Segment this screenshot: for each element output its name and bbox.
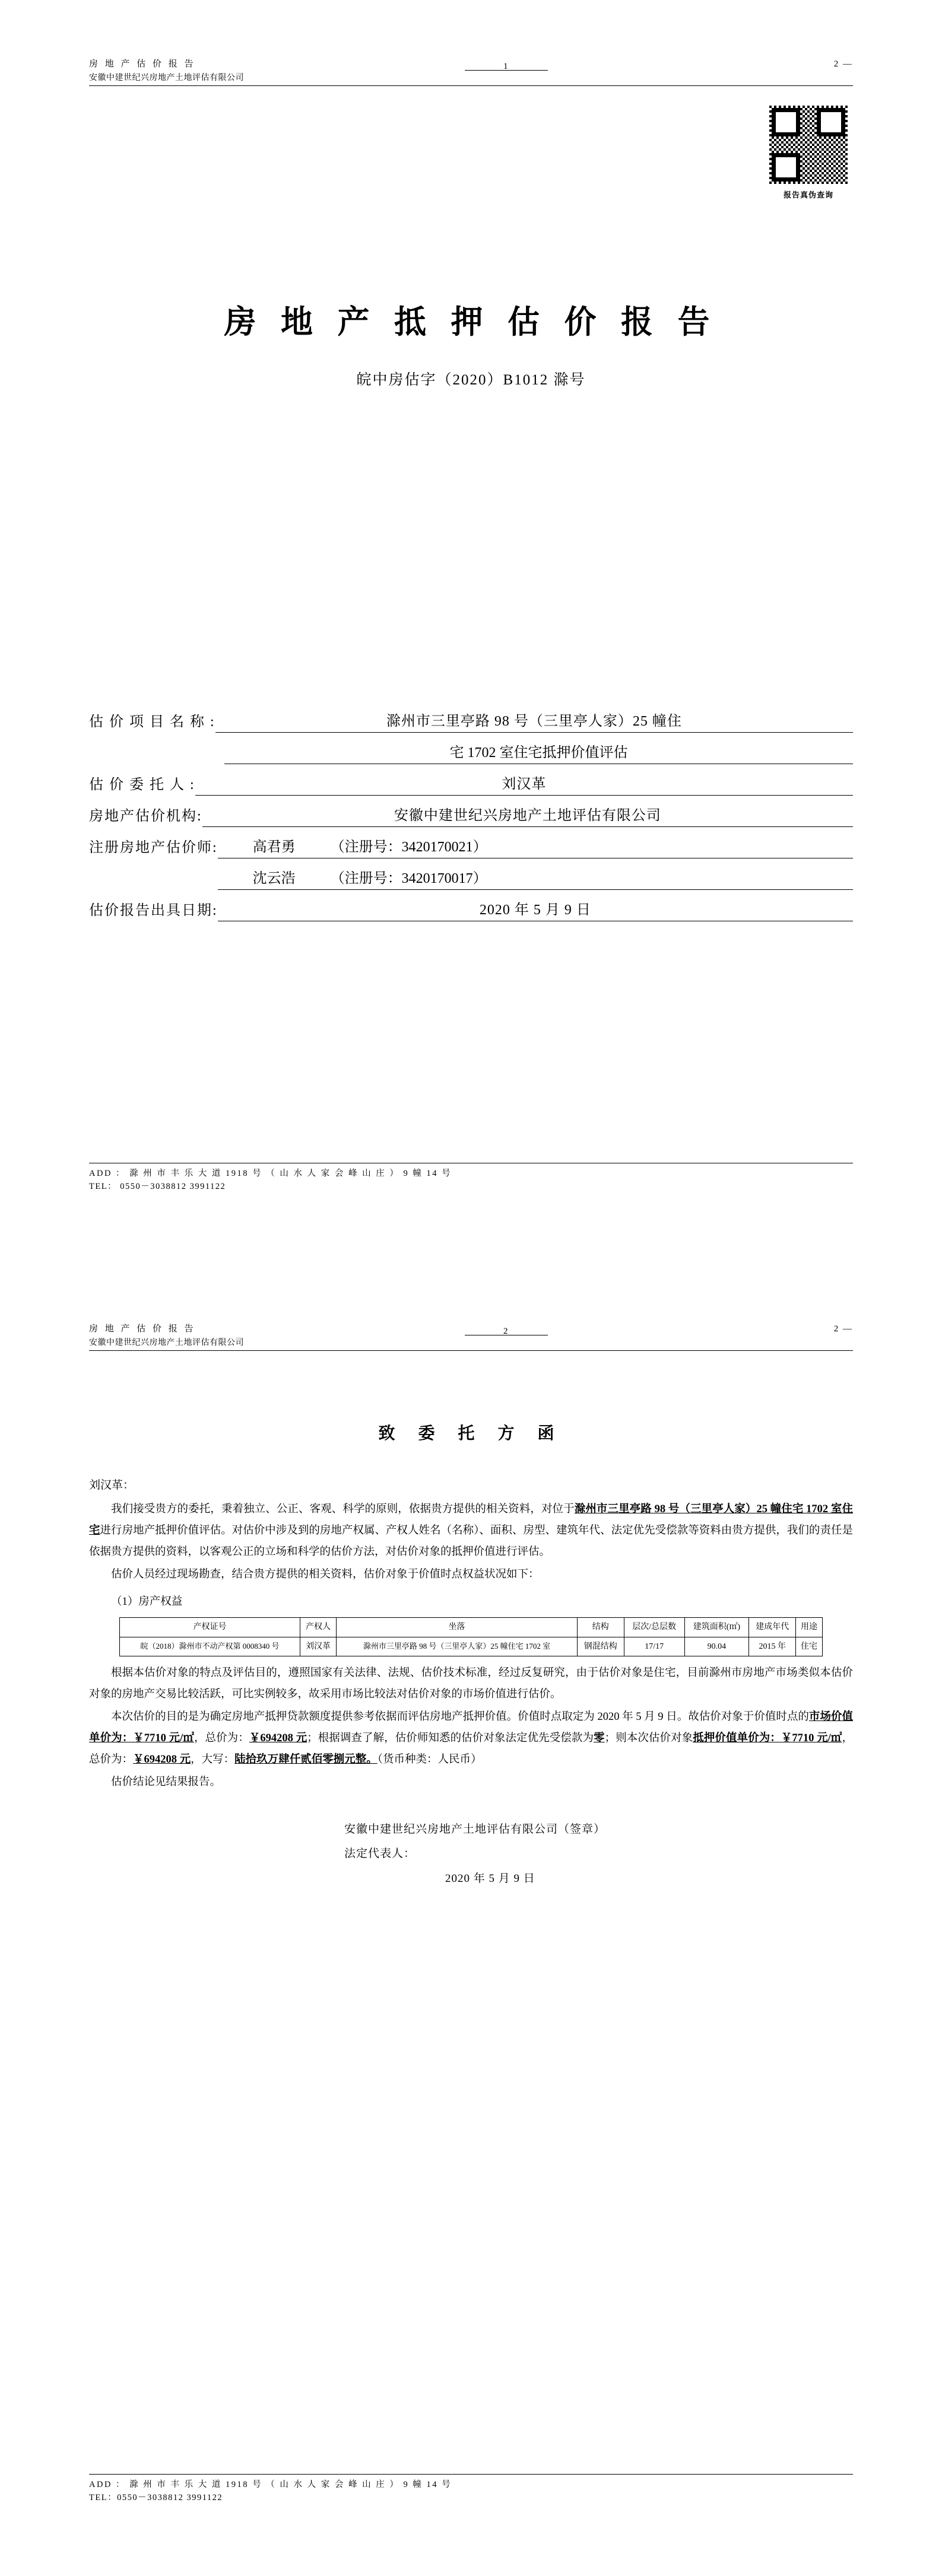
field-issue-date-value: 2020 年 5 月 9 日 bbox=[218, 898, 853, 921]
field-agency-value: 安徽中建世纪兴房地产土地评估有限公司 bbox=[202, 803, 853, 827]
page-1-running-header bbox=[89, 57, 853, 86]
page-1-footer bbox=[89, 1163, 853, 1194]
td-structure: 钢混结构 bbox=[577, 1637, 624, 1656]
page-2-body bbox=[89, 1418, 853, 1891]
field-appraiser-label: 注册房地产估价师: bbox=[89, 840, 218, 856]
field-issue-date bbox=[89, 898, 853, 921]
field-project-name-value-2: 宅 1702 室住宅抵押价值评估 bbox=[224, 740, 853, 764]
p4-currency: （货币种类：人民币） bbox=[377, 1754, 482, 1766]
p4-line1: 本次估价的目的是为确定房地产抵押贷款额度提供参考依据而评估房地产抵押价值。 bbox=[111, 1711, 518, 1723]
p1-line2-post: 进行房地产抵押 bbox=[100, 1524, 177, 1537]
letter-salutation: 刘汉革： bbox=[89, 1478, 135, 1491]
th-cert-no: 产权证号 bbox=[120, 1617, 300, 1637]
header-right-mark: 2 — bbox=[833, 59, 853, 69]
p4-line3-mid: ，总价为： bbox=[89, 1732, 853, 1766]
footer-telephone: TEL： 0550－3038812 3991122 bbox=[89, 1182, 226, 1192]
th-floor: 层次/总层数 bbox=[624, 1617, 684, 1637]
p4-market-unit-price-cont: ㎡ bbox=[183, 1732, 194, 1745]
td-owner: 刘汉革 bbox=[300, 1637, 337, 1656]
table-header-row bbox=[120, 1617, 822, 1637]
appraiser-1-registration: （注册号：3420170021） bbox=[330, 839, 487, 855]
cover-fields bbox=[89, 709, 853, 929]
th-location: 坐落 bbox=[337, 1617, 577, 1637]
p4-priority-claim-amount: 零 bbox=[594, 1732, 605, 1745]
header-report-title: 房 地 产 估 价 报 告 bbox=[89, 59, 196, 69]
table-row bbox=[120, 1637, 822, 1656]
report-serial-number: 皖中房估字（2020）B1012 滁号 bbox=[356, 372, 586, 388]
paragraph-2: 估价人员经过现场勘查，结合贵方提供的相关资料，估价对象于价值时点权益状况如下： bbox=[111, 1568, 540, 1580]
field-appraiser-2 bbox=[89, 866, 853, 890]
page-2 bbox=[0, 1305, 942, 2576]
field-project-name bbox=[89, 709, 853, 733]
p3-line2: 反复研究，由于估价对象是住宅，目前滁州市房地产市场类似本估价对象的房地产交易比 bbox=[89, 1667, 853, 1701]
field-agency bbox=[89, 803, 853, 827]
field-client bbox=[89, 772, 853, 796]
field-client-value: 刘汉革 bbox=[195, 772, 853, 796]
appraiser-2-name: 沈云浩 bbox=[252, 871, 296, 886]
appraiser-2-registration: （注册号：3420170017） bbox=[330, 871, 487, 886]
subsection-property-rights: （1）房产权益 bbox=[111, 1595, 183, 1608]
header-right-mark-p2: 2 — bbox=[833, 1324, 853, 1334]
paragraph-5: 估价结论见结果报告。 bbox=[111, 1776, 221, 1789]
td-location: 滁州市三里亭路 98 号（三里亭人家）25 幢住宅 1702 室 bbox=[337, 1637, 577, 1656]
th-owner: 产权人 bbox=[300, 1617, 337, 1637]
field-project-name-value: 滁州市三里亭路 98 号（三里亭人家）25 幢住 bbox=[215, 709, 853, 733]
th-structure: 结构 bbox=[577, 1617, 624, 1637]
signature-date: 2020 年 5 月 9 日 bbox=[445, 1872, 535, 1885]
header-report-title-p2: 房 地 产 估 价 报 告 bbox=[89, 1324, 196, 1334]
paragraph-4 bbox=[89, 1706, 853, 1770]
paragraph-1 bbox=[89, 1499, 853, 1563]
qr-caption: 报告真伪查询 bbox=[783, 190, 833, 199]
td-year: 2015 年 bbox=[749, 1637, 796, 1656]
p1-line2-pre: 料，对位于 bbox=[519, 1503, 575, 1515]
qr-verification-block bbox=[764, 106, 853, 200]
footer-divider-p2 bbox=[89, 2474, 853, 2475]
property-table bbox=[119, 1617, 822, 1656]
signature-legal-representative: 法定代表人： bbox=[344, 1847, 416, 1861]
p1-line4: 法定优先受偿款等资料由贵方提供，我们的责任是依据贵方提供的资料，以客观公正的立 bbox=[89, 1524, 853, 1558]
th-year: 建成年代 bbox=[749, 1617, 796, 1637]
p4-market-total-price: ￥694208 元 bbox=[249, 1732, 307, 1745]
p4-mortgage-total-price: ￥694208 元 bbox=[133, 1754, 191, 1766]
field-project-name-label: 估 价 项 目 名 称 : bbox=[89, 714, 215, 730]
header-company: 安徽中建世纪兴房地产土地评估有限公司 bbox=[89, 74, 244, 82]
letter-title: 致 委 托 方 函 bbox=[378, 1424, 564, 1443]
header-page-number-p2: 2 bbox=[503, 1327, 510, 1336]
page-2-running-header bbox=[89, 1322, 853, 1351]
field-project-name-line2 bbox=[89, 740, 853, 764]
td-cert-no: 皖（2018）滁州市不动产权第 0008340 号 bbox=[120, 1637, 300, 1656]
p4-post: ；根据调查了解，估价师知悉的估价对象法定优先受偿款为 bbox=[307, 1732, 594, 1745]
p4-amount-in-words-1: 陆拾玖万 bbox=[234, 1754, 279, 1766]
header-divider-p2 bbox=[89, 1350, 853, 1351]
header-page-number: 1 bbox=[503, 62, 510, 71]
header-page-number-wrap bbox=[453, 64, 560, 69]
signature-company: 安徽中建世纪兴房地产土地评估有限公司（签章） bbox=[344, 1823, 606, 1836]
header-page-number-wrap-p2 bbox=[453, 1329, 560, 1334]
p4-line3-mid2: ，大写： bbox=[191, 1754, 235, 1766]
p4-line2-pre: 价值时点取定为 2020 年 5 月 9 日。故估价对象于价值时点的 bbox=[518, 1711, 809, 1723]
p4-line3-pre: 则本次估价对象 bbox=[616, 1732, 693, 1745]
paragraph-3 bbox=[89, 1662, 853, 1705]
field-appraiser-1 bbox=[89, 835, 853, 858]
p4-market-unit-price: 市场价值单价为：￥7710 元/ bbox=[89, 1711, 853, 1745]
td-area: 90.04 bbox=[684, 1637, 749, 1656]
p4-mid: ，总价为： bbox=[194, 1732, 249, 1745]
p1-subject-underline: 滁州市三里亭路 98 号（三里亭人家）25 幢住宅 1702 室住宅 bbox=[89, 1503, 853, 1537]
p1-line1: 我们接受贵方的委托，秉着独立、公正、客观、科学的原则，依据贵方提供的相关资 bbox=[111, 1503, 519, 1515]
field-issue-date-label: 估价报告出具日期: bbox=[89, 903, 218, 918]
field-agency-label: 房地产估价机构: bbox=[89, 809, 202, 824]
footer-telephone-p2: TEL：0550－3038812 3991122 bbox=[89, 2493, 223, 2503]
footer-address-p2: ADD ： 滁 州 市 丰 乐 大 道 1918 号 （ 山 水 人 家 会 峰 山 庄 ） 9 幢 14 号 bbox=[89, 2480, 452, 2489]
header-divider bbox=[89, 85, 853, 86]
page-title: 房 地 产 抵 押 估 价 报 告 bbox=[224, 304, 718, 340]
p1-line5: 场和科学的估价方法，对估价对象的抵押价值进行评估。 bbox=[275, 1545, 551, 1558]
footer-address: ADD ： 滁 州 市 丰 乐 大 道 1918 号 （ 山 水 人 家 会 峰 山 庄 ） 9 幢 14 号 bbox=[89, 1169, 452, 1178]
th-usage: 用途 bbox=[796, 1617, 822, 1637]
p3-line3: 较活跃，可比实例较多，故采用市场比较法对估价对象的市场价值进行估价。 bbox=[188, 1688, 562, 1701]
qr-code-icon[interactable] bbox=[769, 106, 848, 184]
p4-amount-in-words-2: 肆仟贰佰零捌元整。 bbox=[278, 1754, 378, 1766]
p1-line3: 价值评估。对估价中涉及到的房地产权属、产权人姓名（名称）、面积、房型、建筑年代、 bbox=[177, 1524, 611, 1537]
page-2-footer bbox=[89, 2474, 853, 2505]
p3-line1: 根据本估价对象的特点及评估目的，遵照国家有关法律、法规、估价技术标准，经过 bbox=[111, 1667, 521, 1680]
p4-end: ； bbox=[604, 1732, 616, 1745]
td-floor: 17/17 bbox=[624, 1637, 684, 1656]
signature-block bbox=[89, 1817, 853, 1891]
th-area: 建筑面积(㎡) bbox=[684, 1617, 749, 1637]
header-company-p2: 安徽中建世纪兴房地产土地评估有限公司 bbox=[89, 1338, 244, 1347]
td-usage: 住宅 bbox=[796, 1637, 822, 1656]
field-client-label: 估 价 委 托 人 : bbox=[89, 777, 195, 793]
appraiser-1-name: 高君勇 bbox=[252, 839, 296, 855]
p4-mortgage-unit-price: 抵押价值单价为：￥7710 元/㎡ bbox=[693, 1732, 842, 1745]
